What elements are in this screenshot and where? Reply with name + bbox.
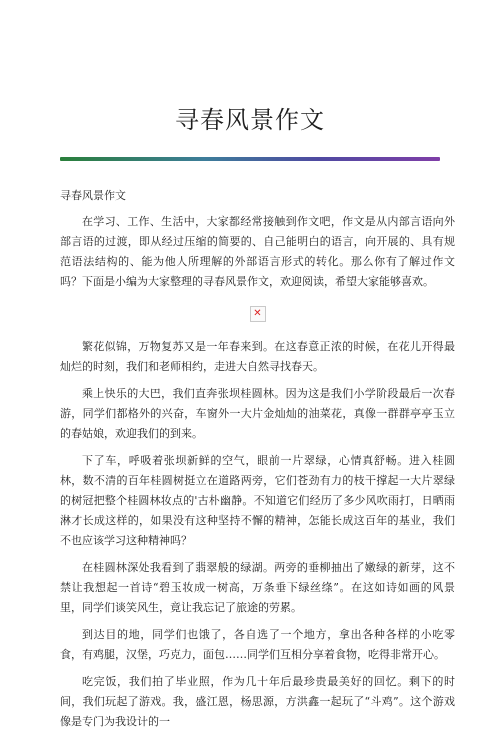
paragraph-5: 到达目的地，同学们也饿了，各自选了一个地方，拿出各种各样的小吃零食，有鸡腿，汉堡，巧克力，面包……同学们互相分享着食物，吃得非常开心。 (60, 628, 455, 661)
page-title: 寻春风景作文 (175, 106, 325, 134)
image-placeholder (60, 299, 455, 329)
document-subtitle: 寻春风景作文 (60, 189, 126, 202)
paragraph-6: 吃完饭，我们拍了毕业照，作为几十年后最珍贵最美好的回忆。剩下的时间，我们玩起了游戏。我，盛江恩，杨思源，方洪鑫一起玩了“斗鸡”。这个游戏像是专门为我设计的一 (60, 675, 455, 728)
paragraph-3: 下了车，呼吸着张坝新鲜的空气，眼前一片翠绿，心情真舒畅。进入桂圆林，数不清的百年桂圆树挺立在道路两旁，它们苍劲有力的枝干撑起一大片翠绿的树冠把整个桂圆林妆点的'古朴幽静。不知道它们经历了多少风吹雨打，日晒雨淋才长成这样的，如果没有这种坚持不懈的精神，怎能长成这百年的基业，我们不也应该学习这种精神吗？ (60, 454, 455, 547)
broken-image-icon: ✕ (250, 306, 266, 322)
paragraph-1: 繁花似锦，万物复苏又是一年春来到。在这春意正浓的时候，在花儿开得最灿烂的时刻，我们和老师相约，走进大自然寻找春天。 (60, 340, 455, 373)
article-body (60, 212, 455, 739)
title-divider (60, 157, 440, 161)
paragraph-4: 在桂圆林深处我看到了翡翠般的绿湖。两旁的垂柳抽出了嫩绿的新芽，这不禁让我想起一首诗“碧玉妆成一树高，万条垂下绿丝绦”。在这如诗如画的风景里，同学们谈笑风生，竟让我忘记了旅途的劳累。 (60, 561, 455, 614)
paragraph-2: 乘上快乐的大巴，我们直奔张坝桂圆林。因为这是我们小学阶段最后一次春游，同学们都格外的兴奋，车窗外一大片金灿灿的油菜花，真像一群群亭亭玉立的春姑娘，欢迎我们的到来。 (60, 387, 455, 440)
paragraph-intro: 在学习、工作、生活中，大家都经常接触到作文吧，作文是从内部言语向外部言语的过渡，即从经过压缩的简要的、自己能明白的语言，向开展的、具有规范语法结构的、能为他人所理解的外部语言形式的转化。那么你有了解过作文吗？下面是小编为大家整理的寻春风景作文，欢迎阅读，希望大家能够喜欢。 (60, 215, 455, 288)
